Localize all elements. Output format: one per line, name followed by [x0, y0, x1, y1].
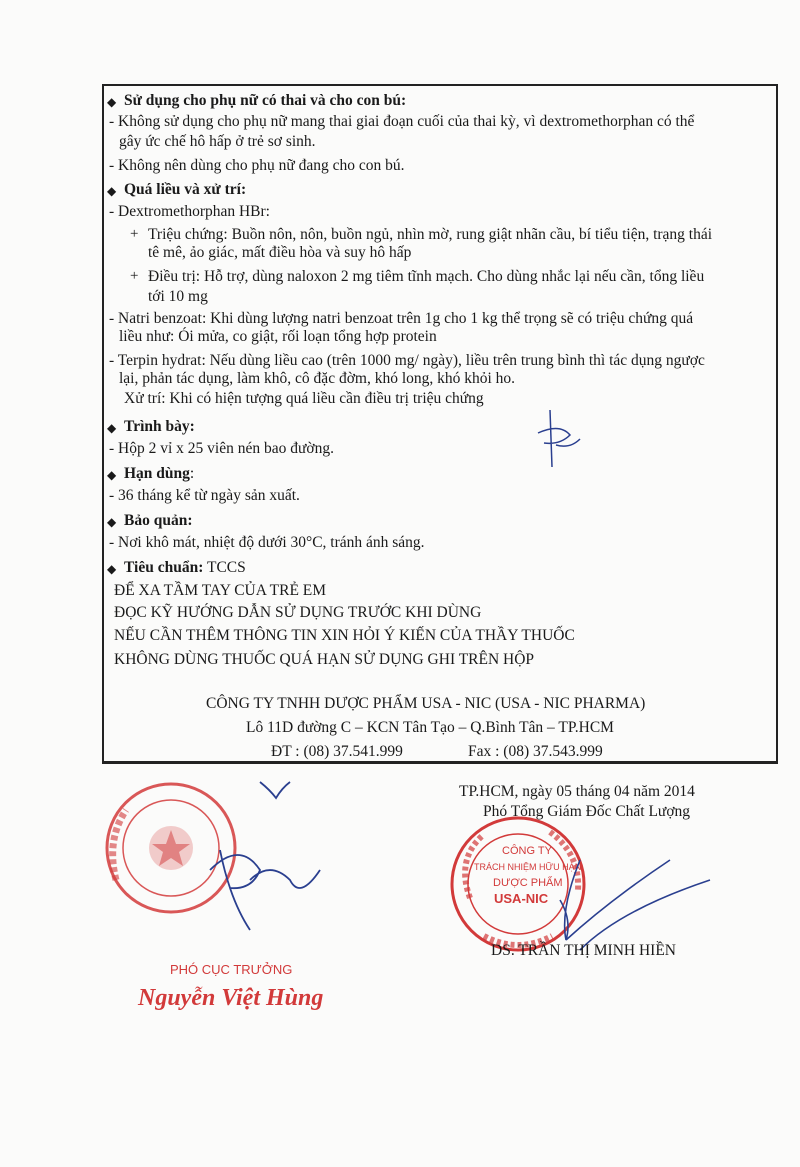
bullet-diamond-icon: ◆	[107, 515, 117, 529]
bullet-diamond-icon: ◆	[107, 184, 117, 198]
company-name: CÔNG TY TNHH DƯỢC PHẨM USA - NIC (USA - NIC PHARMA)	[206, 695, 646, 712]
text-line: - Không sử dụng cho phụ nữ mang thai giai đoạn cuối của thai kỳ, vì dextromethorphan có thể	[109, 113, 695, 130]
initials-mark	[530, 405, 585, 475]
plus-bullet-icon: +	[130, 268, 139, 284]
bullet-diamond-icon: ◆	[107, 95, 117, 109]
warning-line: NẾU CẦN THÊM THÔNG TIN XIN HỎI Ý KIẾN CỦA THẦY THUỐC	[114, 627, 575, 644]
text-line: - Terpin hydrat: Nếu dùng liều cao (trên 1000 mg/ ngày), liều trên trung bình thì tác dụng ngược	[109, 352, 705, 369]
stamp-text: TRÁCH NHIỆM HỮU HẠN	[474, 862, 582, 872]
warning-line: KHÔNG DÙNG THUỐC QUÁ HẠN SỬ DỤNG GHI TRÊN HỘP	[114, 651, 535, 668]
plus-bullet-icon: +	[130, 226, 139, 242]
signoff-name: DS. TRẦN THỊ MINH HIỀN	[491, 942, 676, 959]
authority-name: Nguyễn Việt Hùng	[138, 985, 324, 1011]
stamp-text: USA-NIC	[494, 891, 549, 906]
heading-overdose: Quá liều và xử trí:	[124, 181, 247, 198]
text-line: - Natri benzoat: Khi dùng lượng natri benzoat trên 1g cho 1 kg thể trọng sẽ có triệu chứng quá	[109, 310, 694, 327]
text-line: Xử trí: Khi có hiện tượng quá liều cần điều trị triệu chứng	[124, 390, 484, 407]
heading-pregnancy: Sử dụng cho phụ nữ có thai và cho con bú:	[124, 92, 407, 109]
signoff-date: TP.HCM, ngày 05 tháng 04 năm 2014	[459, 783, 695, 800]
text-line: lại, phản tác dụng, làm khô, cô đặc đờm, khó long, khó khỏi ho.	[119, 370, 516, 387]
text-line: tê mê, ảo giác, mất điều hòa và suy hô hấp	[148, 244, 412, 261]
heading-expiry: Hạn dùng:	[124, 465, 195, 482]
text-line: gây ức chế hô hấp ở trẻ sơ sinh.	[119, 133, 316, 150]
text-line: tới 10 mg	[148, 288, 208, 305]
bullet-diamond-icon: ◆	[107, 468, 117, 482]
company-fax: Fax : (08) 37.543.999	[468, 743, 603, 760]
text-line: liều như: Ói mửa, co giật, rối loạn tổng hợp protein	[119, 328, 437, 345]
text-line: - Không nên dùng cho phụ nữ đang cho con bú.	[109, 157, 405, 174]
stamp-text: DƯỢC PHẨM	[493, 877, 563, 889]
text-line: Điều trị: Hỗ trợ, dùng naloxon 2 mg tiêm tĩnh mạch. Cho dùng nhắc lại nếu cần, tổng liều	[148, 268, 705, 285]
text-line: - 36 tháng kể từ ngày sản xuất.	[109, 487, 300, 504]
signoff-title: Phó Tổng Giám Đốc Chất Lượng	[483, 803, 691, 820]
authority-signature	[190, 780, 340, 940]
text-line: - Nơi khô mát, nhiệt độ dưới 30°C, tránh ánh sáng.	[109, 534, 425, 551]
warning-line: ĐỌC KỸ HƯỚNG DẪN SỬ DỤNG TRƯỚC KHI DÙNG	[114, 604, 482, 621]
heading-storage: Bảo quản:	[124, 512, 193, 529]
bullet-diamond-icon: ◆	[107, 562, 117, 576]
text-line: - Dextromethorphan HBr:	[109, 203, 270, 220]
authority-title: PHÓ CỤC TRƯỞNG	[170, 962, 293, 977]
text-line: Triệu chứng: Buồn nôn, nôn, buồn ngủ, nhìn mờ, rung giật nhãn cầu, bí tiểu tiện, trạng thái	[148, 226, 713, 243]
heading-presentation: Trình bày:	[124, 418, 195, 435]
company-phone: ĐT : (08) 37.541.999	[271, 743, 403, 760]
heading-standard: Tiêu chuẩn: TCCS	[124, 559, 246, 576]
warning-line: ĐỂ XA TẦM TAY CỦA TRẺ EM	[114, 582, 327, 599]
text-line: - Hộp 2 vỉ x 25 viên nén bao đường.	[109, 440, 334, 457]
company-address: Lô 11D đường C – KCN Tân Tạo – Q.Bình Tân – TP.HCM	[246, 719, 614, 736]
stamp-text: CÔNG TY	[502, 845, 552, 857]
bullet-diamond-icon: ◆	[107, 421, 117, 435]
